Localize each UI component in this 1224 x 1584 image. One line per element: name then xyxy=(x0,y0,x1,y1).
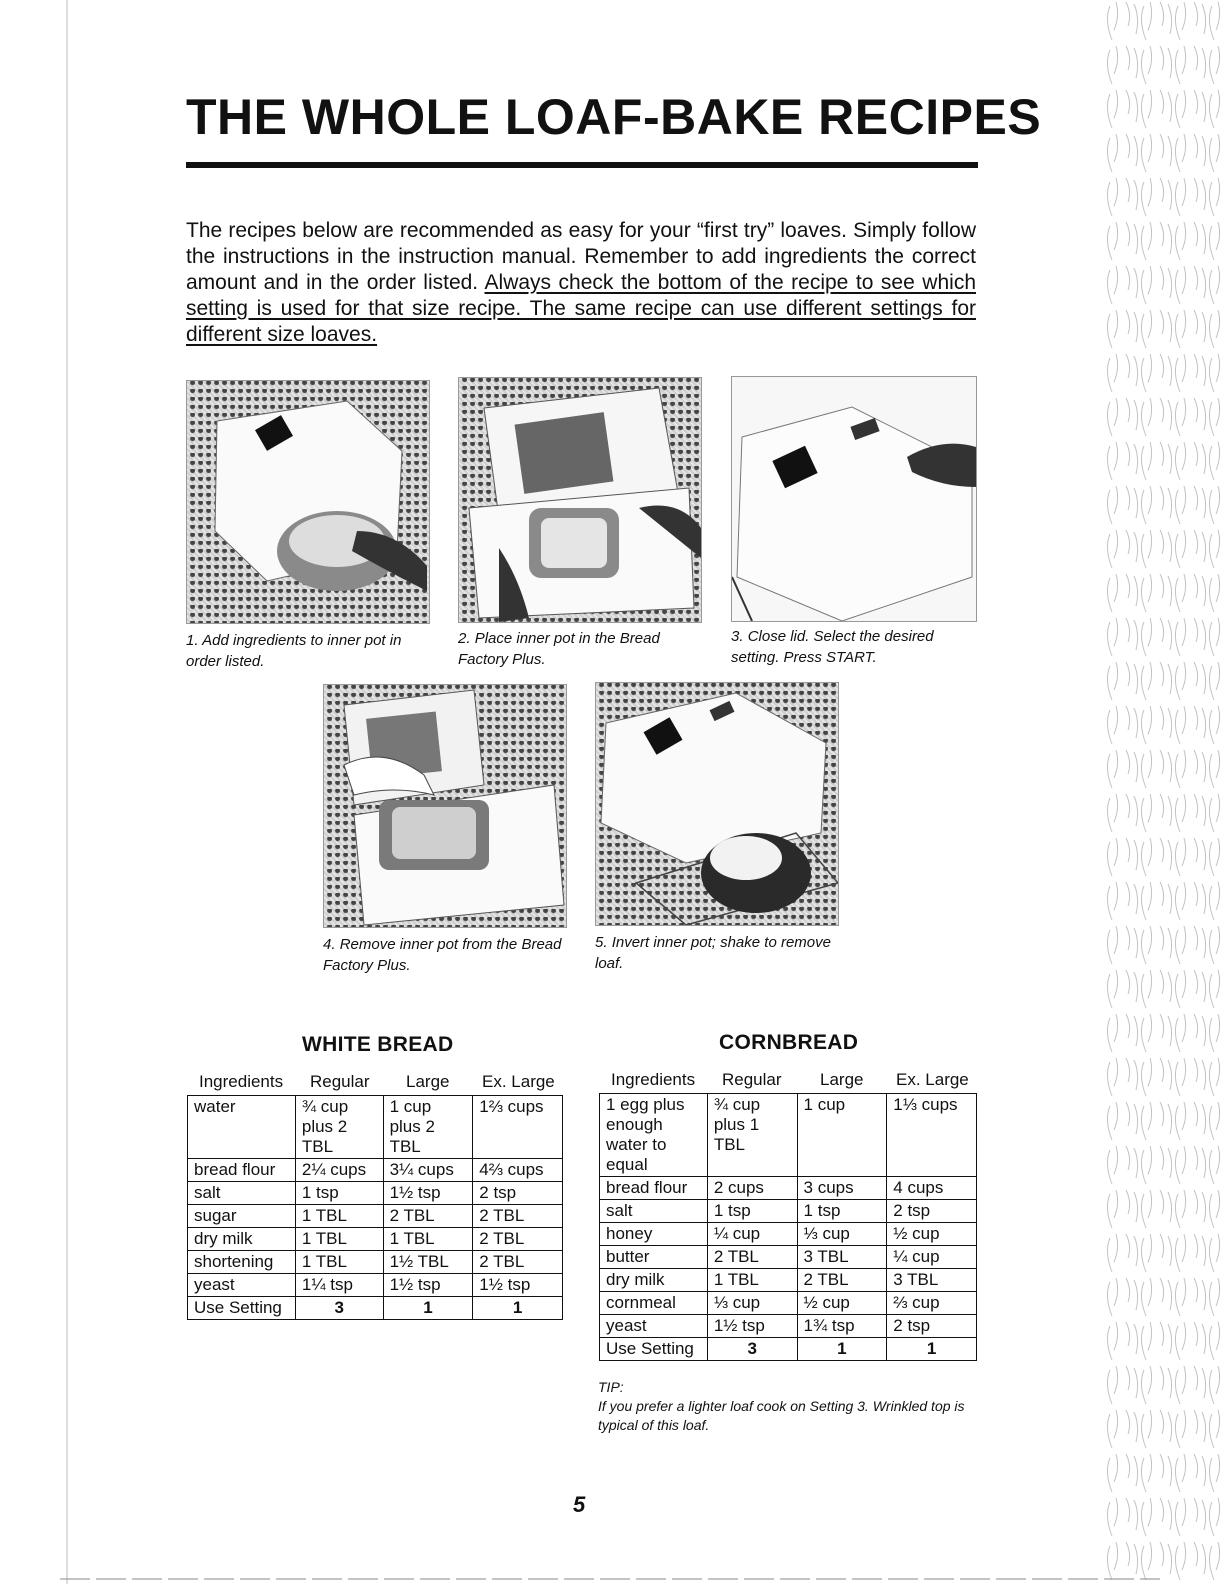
cornbread-cell: ⅓ cup xyxy=(707,1292,797,1315)
cornbread-cell: ¼ cup xyxy=(887,1246,977,1269)
cornbread-cell: 1 TBL xyxy=(707,1269,797,1292)
cornbread-cell: butter xyxy=(600,1246,708,1269)
page-title: THE WHOLE LOAF-BAKE RECIPES xyxy=(186,89,1042,145)
white-bread-cell: water xyxy=(188,1096,296,1159)
cornbread-row xyxy=(600,1223,977,1246)
white-bread-cell: sugar xyxy=(188,1205,296,1228)
cornbread-cell: ⅔ cup xyxy=(887,1292,977,1315)
white-bread-cell: 1½ tsp xyxy=(383,1182,473,1205)
white-bread-cell: 1¼ tsp xyxy=(295,1274,383,1297)
cornbread-setting-value: 1 xyxy=(887,1338,977,1361)
textured-right-edge xyxy=(1054,0,1224,1584)
step-1-text: Add ingredients to inner pot in order listed. xyxy=(186,632,402,670)
white-bread-row xyxy=(188,1096,563,1159)
white-bread-header-large: Large xyxy=(406,1072,450,1091)
step-5-caption xyxy=(595,932,845,974)
cornbread-row xyxy=(600,1315,977,1338)
white-bread-cell: salt xyxy=(188,1182,296,1205)
cornbread-cell: 1¾ tsp xyxy=(797,1315,887,1338)
white-bread-row xyxy=(188,1274,563,1297)
white-bread-cell: 1½ tsp xyxy=(473,1274,563,1297)
cornbread-cell: 2 TBL xyxy=(797,1269,887,1292)
white-bread-cell: 3¼ cups xyxy=(383,1159,473,1182)
white-bread-table xyxy=(187,1095,563,1320)
bottom-rule xyxy=(60,1578,1160,1580)
cornbread-cell: ⅓ cup xyxy=(797,1223,887,1246)
white-bread-header-regular: Regular xyxy=(310,1072,370,1091)
white-bread-cell: 1 TBL xyxy=(295,1228,383,1251)
cornbread-cell: cornmeal xyxy=(600,1292,708,1315)
cornbread-cell: ½ cup xyxy=(797,1292,887,1315)
tip-label: TIP: xyxy=(598,1379,624,1395)
step-3-caption xyxy=(731,626,983,668)
cornbread-cell: ¼ cup xyxy=(707,1223,797,1246)
cornbread-row xyxy=(600,1200,977,1223)
white-bread-cell: dry milk xyxy=(188,1228,296,1251)
cornbread-cell: 3 cups xyxy=(797,1177,887,1200)
white-bread-header-ex-large: Ex. Large xyxy=(482,1072,555,1091)
white-bread-cell: 4⅔ cups xyxy=(473,1159,563,1182)
intro-text: The recipes below are recommended as easy for your “first try” loaves. Simply follow the instructions in the instruction manual. Remember to add ingredients the correct amount and in the order listed. xyxy=(186,219,976,294)
white-bread-cell: 1 TBL xyxy=(295,1251,383,1274)
step-1-number: 1. xyxy=(186,632,199,649)
white-bread-setting-row xyxy=(188,1297,563,1320)
intro-underlined-text: Always check the bottom of the recipe to see which setting is used for that size recipe. The same recipe can use different settings for different size loaves. xyxy=(186,271,976,346)
white-bread-row xyxy=(188,1182,563,1205)
step-4-text: Remove inner pot from the Bread Factory Plus. xyxy=(323,936,562,974)
white-bread-cell: bread flour xyxy=(188,1159,296,1182)
cornbread-cell: honey xyxy=(600,1223,708,1246)
cornbread-cell: 1 cup xyxy=(797,1094,887,1177)
white-bread-cell: 1⅔ cups xyxy=(473,1096,563,1159)
cornbread-cell: 2 tsp xyxy=(887,1315,977,1338)
step-3-photo xyxy=(731,376,977,622)
tip-text: If you prefer a lighter loaf cook on Setting 3. Wrinkled top is typical of this loaf. xyxy=(598,1398,965,1433)
cornbread-row xyxy=(600,1269,977,1292)
white-bread-cell: 2 TBL xyxy=(473,1228,563,1251)
white-bread-cell: 2 TBL xyxy=(383,1205,473,1228)
cornbread-cell: salt xyxy=(600,1200,708,1223)
left-margin-line xyxy=(66,0,68,1584)
cornbread-header-ingredients: Ingredients xyxy=(611,1070,696,1089)
cornbread-header-large: Large xyxy=(820,1070,864,1089)
step-3-number: 3. xyxy=(731,628,744,645)
cornbread-title: CORNBREAD xyxy=(719,1031,859,1054)
white-bread-cell: 1½ TBL xyxy=(383,1251,473,1274)
step-1-caption xyxy=(186,630,430,672)
white-bread-row xyxy=(188,1159,563,1182)
cornbread-cell: ½ cup xyxy=(887,1223,977,1246)
intro-paragraph xyxy=(186,218,976,348)
cornbread-row xyxy=(600,1177,977,1200)
step-5-photo xyxy=(595,682,839,926)
cornbread-row xyxy=(600,1246,977,1269)
title-rule xyxy=(186,162,978,168)
white-bread-cell: 1 cup plus 2 TBL xyxy=(383,1096,473,1159)
cornbread-cell: 2 tsp xyxy=(887,1200,977,1223)
cornbread-cell: 1½ tsp xyxy=(707,1315,797,1338)
white-bread-title: WHITE BREAD xyxy=(302,1033,454,1056)
step-5-number: 5. xyxy=(595,934,608,951)
white-bread-cell: 2 tsp xyxy=(473,1182,563,1205)
white-bread-cell: 2¼ cups xyxy=(295,1159,383,1182)
cornbread-setting-label: Use Setting xyxy=(600,1338,708,1361)
step-2-number: 2. xyxy=(458,630,471,647)
white-bread-setting-value: 1 xyxy=(383,1297,473,1320)
cornbread-row xyxy=(600,1292,977,1315)
step-1-photo xyxy=(186,380,430,624)
step-2-text: Place inner pot in the Bread Factory Plus. xyxy=(458,630,660,668)
cornbread-cell: 1 egg plus enough water to equal xyxy=(600,1094,708,1177)
white-bread-cell: yeast xyxy=(188,1274,296,1297)
white-bread-setting-value: 1 xyxy=(473,1297,563,1320)
cornbread-row xyxy=(600,1094,977,1177)
page-number: 5 xyxy=(573,1492,586,1517)
white-bread-row xyxy=(188,1205,563,1228)
cornbread-cell: bread flour xyxy=(600,1177,708,1200)
step-3-text: Close lid. Select the desired setting. Press START. xyxy=(731,628,934,666)
cornbread-header-ex-large: Ex. Large xyxy=(896,1070,969,1089)
cornbread-cell: ¾ cup plus 1 TBL xyxy=(707,1094,797,1177)
cornbread-cell: 1 tsp xyxy=(797,1200,887,1223)
white-bread-cell: 1 TBL xyxy=(295,1205,383,1228)
step-4-photo xyxy=(323,684,567,928)
white-bread-cell: ¾ cup plus 2 TBL xyxy=(295,1096,383,1159)
cornbread-header-regular: Regular xyxy=(722,1070,782,1089)
white-bread-cell: 2 TBL xyxy=(473,1251,563,1274)
cornbread-table xyxy=(599,1093,977,1361)
cornbread-cell: 2 TBL xyxy=(707,1246,797,1269)
step-2-caption xyxy=(458,628,706,670)
white-bread-setting-label: Use Setting xyxy=(188,1297,296,1320)
cornbread-cell: dry milk xyxy=(600,1269,708,1292)
white-bread-setting-value: 3 xyxy=(295,1297,383,1320)
cornbread-cell: 2 cups xyxy=(707,1177,797,1200)
cornbread-setting-value: 3 xyxy=(707,1338,797,1361)
cornbread-cell: 1⅓ cups xyxy=(887,1094,977,1177)
white-bread-row xyxy=(188,1251,563,1274)
tip-note xyxy=(598,1378,988,1435)
step-4-number: 4. xyxy=(323,936,336,953)
step-4-caption xyxy=(323,934,573,976)
step-2-photo xyxy=(458,377,702,623)
cornbread-cell: 3 TBL xyxy=(797,1246,887,1269)
white-bread-header-ingredients: Ingredients xyxy=(199,1072,284,1091)
cornbread-cell: 4 cups xyxy=(887,1177,977,1200)
step-5-text: Invert inner pot; shake to remove loaf. xyxy=(595,934,831,972)
white-bread-cell: shortening xyxy=(188,1251,296,1274)
cornbread-setting-row xyxy=(600,1338,977,1361)
cornbread-cell: 1 tsp xyxy=(707,1200,797,1223)
white-bread-cell: 1½ tsp xyxy=(383,1274,473,1297)
white-bread-row xyxy=(188,1228,563,1251)
white-bread-cell: 1 TBL xyxy=(383,1228,473,1251)
white-bread-cell: 1 tsp xyxy=(295,1182,383,1205)
white-bread-cell: 2 TBL xyxy=(473,1205,563,1228)
cornbread-cell: 3 TBL xyxy=(887,1269,977,1292)
cornbread-cell: yeast xyxy=(600,1315,708,1338)
cornbread-setting-value: 1 xyxy=(797,1338,887,1361)
